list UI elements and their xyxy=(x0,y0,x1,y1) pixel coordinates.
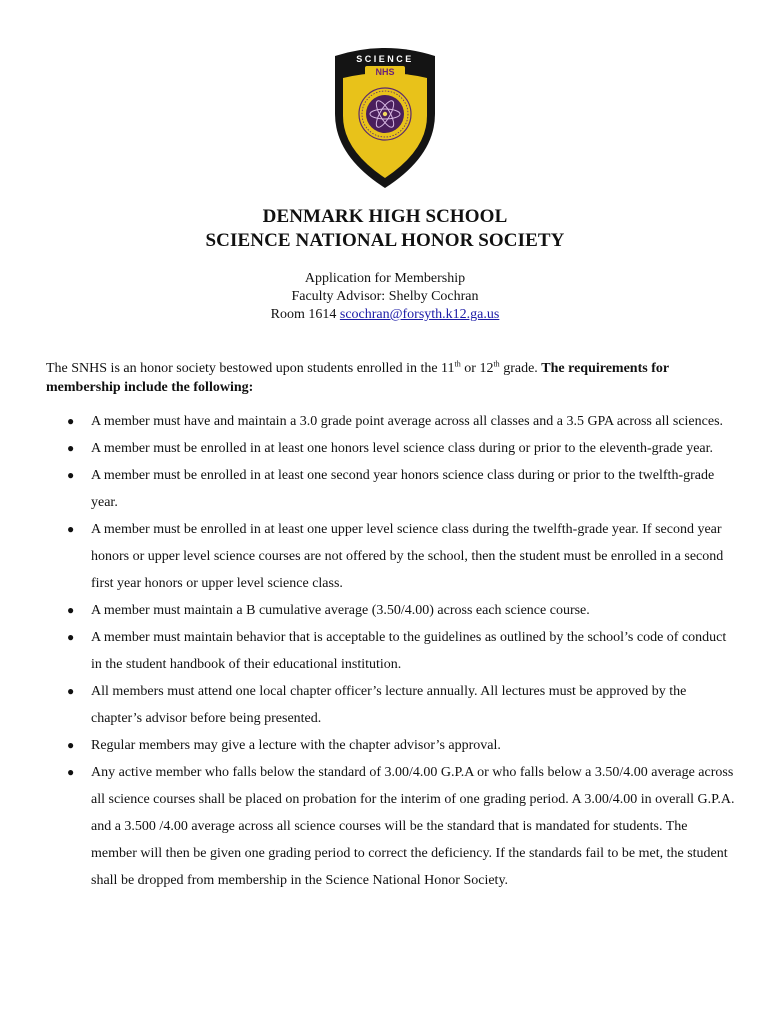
requirement-item xyxy=(46,435,736,462)
requirement-text: All members must attend one local chapter officer’s lecture annually. All lectures must be approved by the chapter’s advisor before being presented. xyxy=(91,684,687,726)
requirement-text: Any active member who falls below the standard of 3.00/4.00 G.P.A or who falls below a 3.50/4.00 average across all science courses shall be placed on probation for the interim of one grading period. A 3.00/4.00 in overall G.P.A. and a 3.500 /4.00 average across all science courses will be the standard that is mandated for students. The member will then be given one grading period to correct the deficiency. If the standards fail to be met, the student shall be dropped from membership in the Science National Honor Society. xyxy=(91,765,735,888)
requirement-text: A member must have and maintain a 3.0 grade point average across all classes and a 3.5 GPA across all sciences. xyxy=(91,414,724,429)
intro-paragraph xyxy=(46,359,736,397)
requirement-item xyxy=(46,408,736,435)
bullet-icon: ● xyxy=(67,630,75,644)
application-title: Application for Membership xyxy=(304,271,466,286)
intro-text-2: or 12 xyxy=(460,361,494,376)
requirement-item xyxy=(46,516,736,597)
bullet-icon: ● xyxy=(67,522,75,536)
requirement-item xyxy=(46,624,736,678)
requirement-text: Regular members may give a lecture with the chapter advisor’s approval. xyxy=(91,738,501,753)
title-block xyxy=(0,205,770,253)
bullet-icon: ● xyxy=(67,468,75,482)
requirement-text: A member must be enrolled in at least one honors level science class during or prior to the eleventh-grade year. xyxy=(91,441,714,456)
school-name: DENMARK HIGH SCHOOL xyxy=(262,206,508,227)
requirement-item xyxy=(46,678,736,732)
requirement-text: A member must be enrolled in at least one second year honors science class during or prior to the twelfth-grade year. xyxy=(91,468,715,510)
bullet-icon: ● xyxy=(67,738,75,752)
snhs-shield-emblem xyxy=(331,44,439,190)
svg-text:SCIENCE: SCIENCE xyxy=(356,54,414,64)
requirement-text: A member must maintain a B cumulative average (3.50/4.00) across each science course. xyxy=(91,603,590,618)
requirement-item xyxy=(46,462,736,516)
advisor-email-link[interactable]: scochran@forsyth.k12.ga.us xyxy=(339,307,500,322)
bullet-icon: ● xyxy=(67,603,75,617)
svg-text:NHS: NHS xyxy=(375,67,395,77)
intro-text-3: grade. xyxy=(499,361,542,376)
bullet-icon: ● xyxy=(67,441,75,455)
society-name: SCIENCE NATIONAL HONOR SOCIETY xyxy=(205,230,565,251)
requirement-text: A member must maintain behavior that is acceptable to the guidelines as outlined by the school’s code of conduct in the student handbook of their educational institution. xyxy=(91,630,727,672)
requirement-item xyxy=(46,597,736,624)
snhs-logo xyxy=(331,44,439,190)
contact-line xyxy=(0,306,770,324)
application-info xyxy=(0,270,770,324)
requirement-item xyxy=(46,759,736,894)
bullet-icon: ● xyxy=(67,765,75,779)
requirements-heading: The requirements for membership include the following: xyxy=(46,361,669,395)
bullet-icon: ● xyxy=(67,684,75,698)
bullet-icon: ● xyxy=(67,414,75,428)
requirements-list xyxy=(46,408,736,894)
faculty-advisor: Faculty Advisor: Shelby Cochran xyxy=(291,289,479,304)
requirement-text: A member must be enrolled in at least one upper level science class during the twelfth-grade year. If second year honors or upper level science courses are not offered by the school, then the student must be enrolled in a second first year honors or upper level science class. xyxy=(91,522,724,591)
intro-text-1: The SNHS is an honor society bestowed upon students enrolled in the 11 xyxy=(46,361,455,376)
room-number: Room 1614 xyxy=(270,307,337,322)
intro-sup-2: th xyxy=(493,359,500,369)
requirement-item xyxy=(46,732,736,759)
intro-sup-1: th xyxy=(454,359,461,369)
